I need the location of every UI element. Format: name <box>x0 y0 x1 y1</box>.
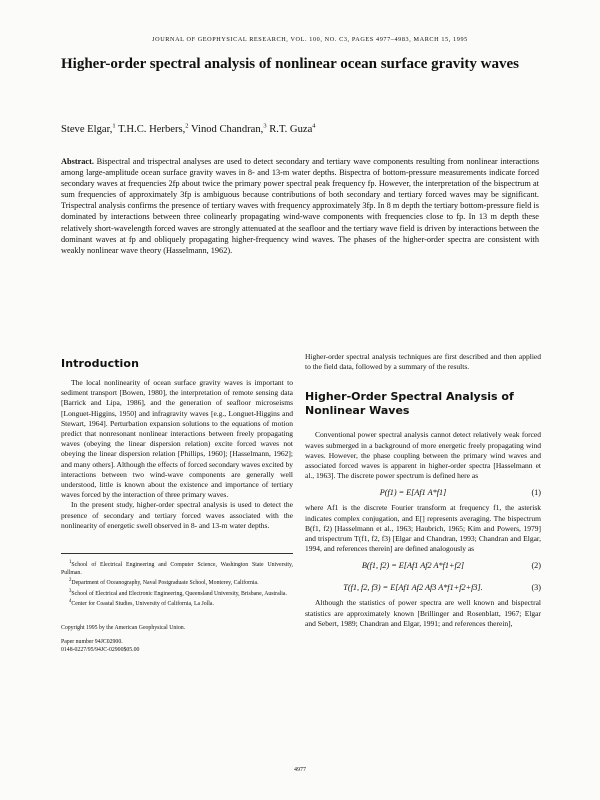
author-affiliation-mark: 3 <box>263 122 267 130</box>
body-paragraph: The local nonlinearity of ocean surface gravity waves is important to sediment transport [Bowen, 1980], the interpretation of remote sensing data [Barrick and Lipa, 1986], and the generation of seafloor microseisms [Longuet-Higgins, 1950] and infragravity waves [e.g., Longuet-Higgins and Stewart, 1964]. Perturbation expansion solutions to the equations of motion predict that nonresonant nonlinear interactions between freely propagating waves (obeying the linear dispersion relation) excite forced waves not obeying the linear dispersion relation [Phillips, 1960]; [Hasselmann, 1962]; and many others]. Although the effects of forced secondary waves excited by interactions between two wind-wave components are generally well understood, little is known about the existence and importance of tertiary waves forced by the interaction of three primary waves. <box>61 378 293 500</box>
equation-3 <box>305 576 541 598</box>
equation-2 <box>305 554 541 576</box>
body-paragraph: Although the statistics of power spectra are well known and bispectral statistics are approximately known [Brillinger and Rosenblatt, 1967; Elgar and Sebert, 1989; Chandran and Elgar, 1991; and references therein], <box>305 598 541 628</box>
footnote: $^4$Center for Coastal Studies, University of California, La Jolla. <box>69 599 214 608</box>
footnote: $^1$School of Electrical Engineering and Computer Science, Washington State University, Pullman. <box>61 560 293 576</box>
footnote: $^2$Department of Oceanography, Naval Postgraduate School, Monterey, California. <box>69 578 259 587</box>
equation-1 <box>305 481 541 503</box>
author-name: Vinod Chandran, <box>190 124 264 135</box>
body-paragraph: In the present study, higher-order spectral analysis is used to detect the presence of secondary and tertiary forced waves associated with the nonlinearity of energetic swell observed in 8- and 13-m water depths. <box>61 500 293 530</box>
author-name: R.T. Guza <box>269 124 313 135</box>
equation-number: (2) <box>531 560 541 570</box>
equation-expression: T(f1, f2, f3) = E[Af1 Af2 Af3 A*f1+f2+f3]. <box>343 582 483 592</box>
page-number: 4977 <box>294 767 306 773</box>
author-affiliation-mark: 2 <box>185 122 189 130</box>
footnote: $^3$School of Electrical and Electronic Engineering, Queensland University, Brisbane, Australia. <box>69 588 287 597</box>
footnotes <box>61 553 293 609</box>
author-name: Steve Elgar, <box>61 124 113 135</box>
abstract-label: Abstract. <box>61 157 94 166</box>
body-paragraph: Conventional power spectral analysis cannot detect relatively weak forced waves submerged in a background of more energetic freely propagating wind waves. However, the phase coupling between the primary wind waves and associated forced waves is apparent in higher-order spectra [Hasselmann et al., 1963]. The discrete power spectrum is defined here as <box>305 430 541 481</box>
equation-number: (3) <box>531 582 541 592</box>
author-list <box>61 124 541 135</box>
author-name: T.H.C. Herbers, <box>118 124 186 135</box>
paper-number: Paper number 94JC02900. <box>61 639 123 646</box>
right-column <box>305 352 541 629</box>
equation-number: (1) <box>531 487 541 497</box>
abstract-text: Bispectral and trispectral analyses are used to detect secondary and tertiary wave components resulting from nonlinear interactions among large-amplitude ocean surface gravity waves in 8- and 13-m water depths. Bispectra of bottom-pressure measurements indicate forced secondary waves at frequencies 2fp about twice the primary power spectral peak frequency fp. However, the interpretation of the bispectrum at sum frequencies of approximately 3fp is ambiguous because contributions of both secondary and tertiary forced waves may be significant. Trispectral analysis confirms the presence of tertiary waves with frequency approximately 3fp. In 8 m depth the tertiary bottom-pressure field is dominated by interactions between three colinearly propagating wind-wave components with frequencies close to fp. In 13 m depth these relatively short-wavelength forced waves are strongly attenuated at the seafloor and the tertiary wave field is driven by interactions between the dominant waves at fp and obliquely propagating higher-frequency wind waves. The phases of the higher-order spectra are consistent with weakly nonlinear wave theory (Hasselmann, 1962). <box>61 157 539 255</box>
copyright-line: Copyright 1995 by the American Geophysical Union. <box>61 624 186 631</box>
equation-expression: P(f1) = E[Af1 A*f1] <box>379 487 447 497</box>
section-heading-hos: Higher-Order Spectral Analysis of Nonlinear Waves <box>305 390 514 418</box>
body-paragraph: Higher-order spectral analysis techniques are first described and then applied to the field data, followed by a summary of the results. <box>305 352 541 372</box>
section-heading-introduction: Introduction <box>61 357 140 370</box>
author-affiliation-mark: 1 <box>112 122 116 130</box>
equation-expression: B(f1, f2) = E[Af1 Af2 A*f1+f2] <box>361 560 465 570</box>
author-affiliation-mark: 4 <box>312 122 316 130</box>
copyright-block <box>61 625 293 655</box>
left-column <box>61 357 293 654</box>
paper-title: Higher-order spectral analysis of nonlinear ocean surface gravity waves <box>61 56 519 72</box>
abstract <box>61 156 539 256</box>
journal-header: JOURNAL OF GEOPHYSICAL RESEARCH, VOL. 100, NO. C3, PAGES 4977–4983, MARCH 15, 1995 <box>152 36 468 43</box>
body-paragraph: where Af1 is the discrete Fourier transform at frequency f1, the asterisk indicates complex conjugation, and E[] represents averaging. The bispectrum B(f1, f2) [Hasselmann et al., 1963; Haubrich, 1965; Kim and Powers, 1979] and trispectrum T(f1, f2, f3) [Elgar and Chandran, 1993; Chandran and Elgar, 1994, and references therein] are defined analogously as <box>305 503 541 554</box>
issn-line: 0148-0227/95/94JC-02900$05.00 <box>61 646 140 653</box>
